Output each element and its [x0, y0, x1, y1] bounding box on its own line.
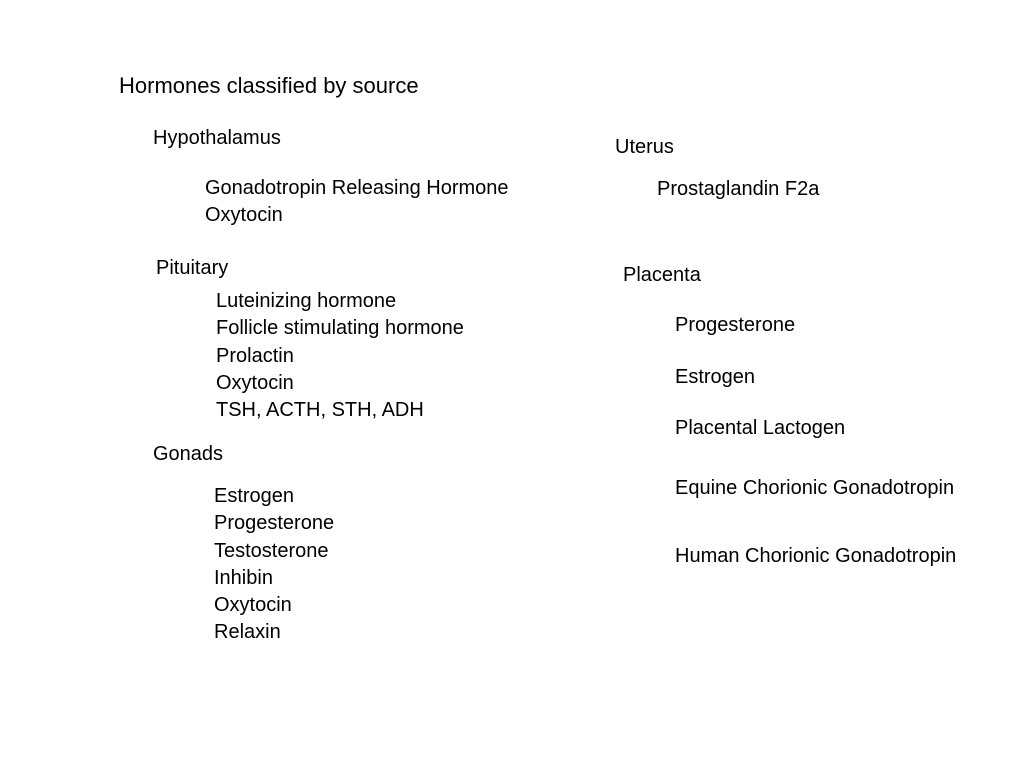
list-item: TSH, ACTH, STH, ADH	[216, 399, 424, 422]
pituitary-hormone-list	[216, 288, 464, 424]
list-item: Testosterone	[214, 539, 329, 562]
list-item: Oxytocin	[214, 594, 292, 617]
list-item: Oxytocin	[205, 204, 283, 227]
list-item: Progesterone	[214, 512, 335, 535]
list-item: Follicle stimulating hormone	[216, 317, 464, 340]
placenta-hormone-item: Placental Lactogen	[675, 417, 846, 439]
hypothalamus-hormone-list	[205, 175, 509, 230]
slide-title: Hormones classified by source	[119, 73, 419, 98]
gonads-heading: Gonads	[153, 443, 224, 465]
uterus-hormone-item: Prostaglandin F2a	[657, 178, 820, 200]
uterus-heading: Uterus	[615, 136, 674, 158]
list-item: Gonadotropin Releasing Hormone	[205, 177, 509, 199]
list-item: Inhibin	[214, 566, 273, 589]
pituitary-heading: Pituitary	[156, 257, 229, 279]
list-item: Luteinizing hormone	[216, 290, 397, 312]
list-item: Relaxin	[214, 621, 281, 644]
placenta-heading: Placenta	[623, 264, 701, 286]
placenta-hormone-item: Human Chorionic Gonadotropin	[675, 545, 957, 567]
gonads-hormone-list	[214, 483, 334, 647]
placenta-hormone-item: Estrogen	[675, 366, 756, 388]
placenta-hormone-item: Progesterone	[675, 314, 796, 336]
list-item: Oxytocin	[216, 371, 294, 394]
hypothalamus-heading: Hypothalamus	[153, 127, 281, 149]
placenta-hormone-item: Equine Chorionic Gonadotropin	[675, 477, 955, 499]
list-item: Prolactin	[216, 344, 294, 367]
list-item: Estrogen	[214, 485, 295, 507]
